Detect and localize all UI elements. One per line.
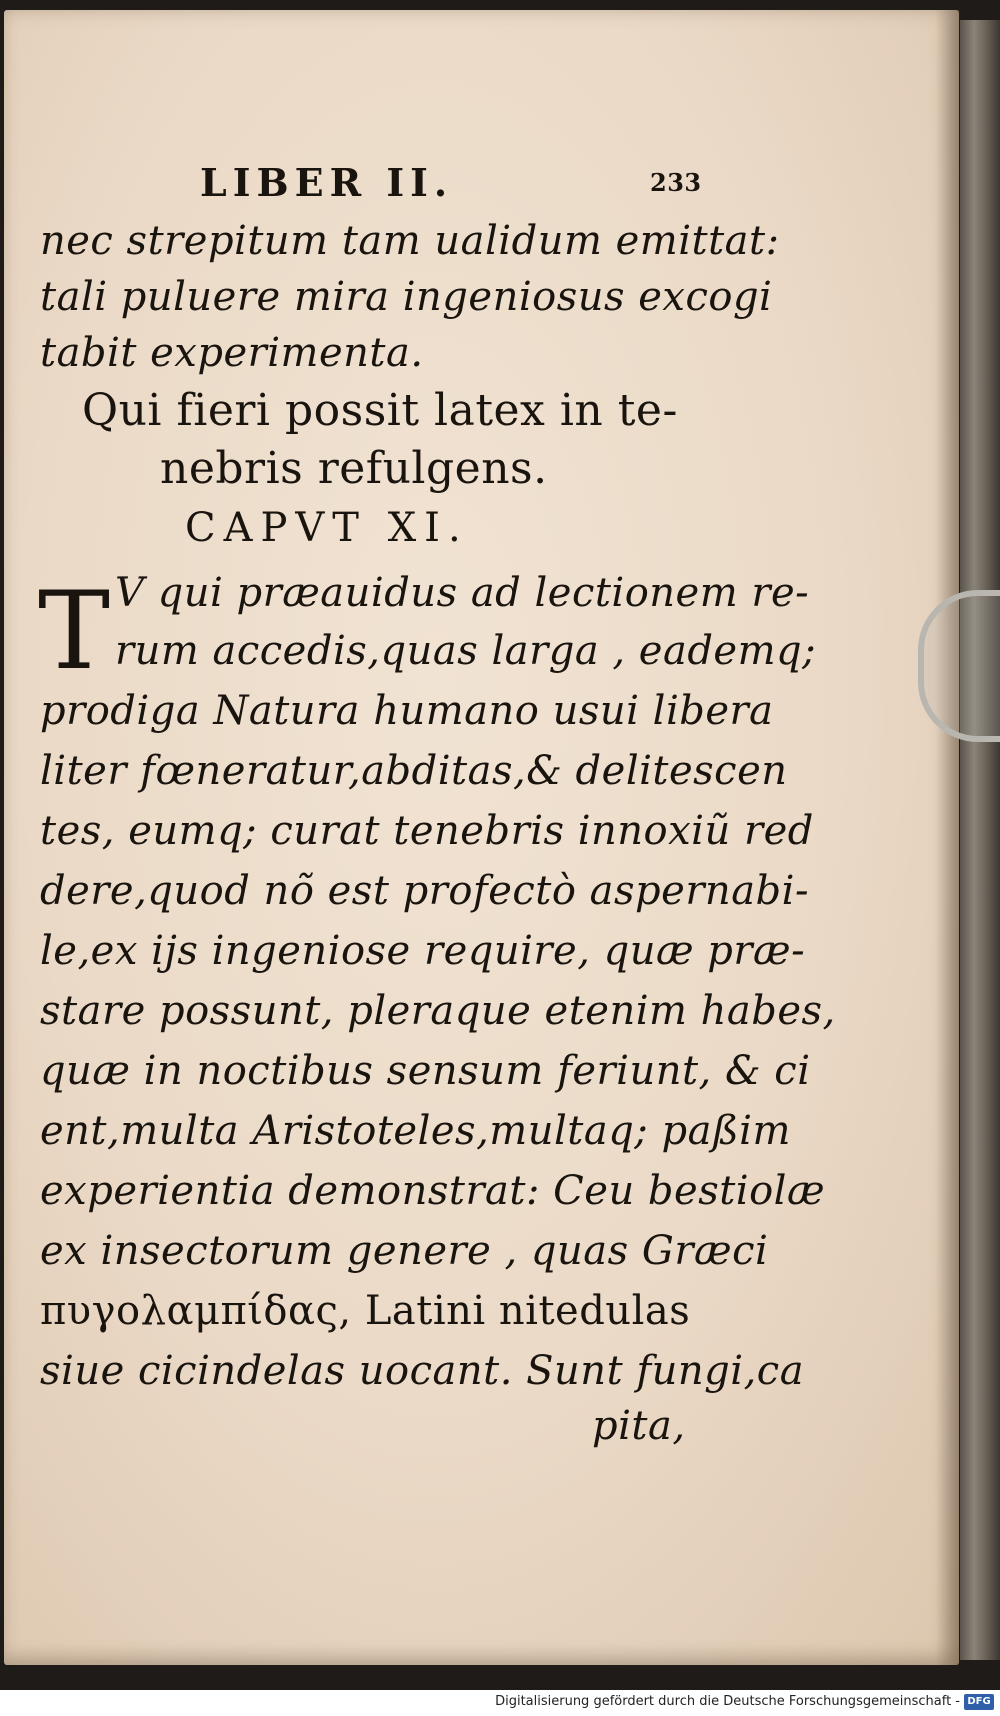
text-line: dere,quod nõ est profectò aspernabi- <box>40 868 809 914</box>
page-clip <box>918 590 1000 742</box>
text-line: ent,multa Aristoteles,multaq; paßim <box>40 1108 791 1154</box>
page-gutter-shadow <box>935 10 959 1665</box>
chapter-heading-line: nebris refulgens. <box>160 443 548 494</box>
text-line: experientia demonstrat: Ceu bestiolæ <box>40 1168 826 1214</box>
text-line: ex insectorum genere , quas Græci <box>40 1228 769 1274</box>
funding-credit: Digitalisierung gefördert durch die Deutsche Forschungsgemeinschaft - <box>495 1694 960 1709</box>
text-line: tabit experimenta. <box>40 330 424 376</box>
folio-number: 233 <box>650 168 702 197</box>
catchword: pita, <box>592 1403 686 1449</box>
text-line: tes, eumq; curat tenebris innoxiũ red <box>40 808 814 854</box>
dfg-logo: DFG <box>964 1694 994 1710</box>
running-header: LIBER II. <box>200 160 454 205</box>
text-line: nec strepitum tam ualidum emittat: <box>40 218 780 264</box>
text-line: siue cicindelas uocant. Sunt fungi,ca <box>40 1348 805 1394</box>
text-line: rum accedis,quas larga , eademq; <box>115 628 817 674</box>
text-line: πυγολαμπίδας, Latini nitedulas <box>40 1288 691 1334</box>
text-line: stare possunt, pleraque etenim habes, <box>40 988 836 1034</box>
chapter-number: CAPVT XI. <box>185 505 469 551</box>
text-line: prodiga Natura humano usui libera <box>40 688 774 734</box>
text-line: V qui præauidus ad lectionem re- <box>115 570 810 616</box>
text-line: tali puluere mira ingeniosus excogi <box>40 274 773 320</box>
text-line: quæ in noctibus sensum feriunt, & ci <box>40 1048 811 1094</box>
text-line: liter fœneratur,abditas,& delitescen <box>40 748 788 794</box>
drop-capital: T <box>38 569 111 694</box>
text-line: le,ex ijs ingeniose require, quæ præ- <box>40 928 806 974</box>
chapter-heading-line: Qui fieri possit latex in te- <box>82 385 678 436</box>
book-page-edges <box>960 20 1000 1660</box>
